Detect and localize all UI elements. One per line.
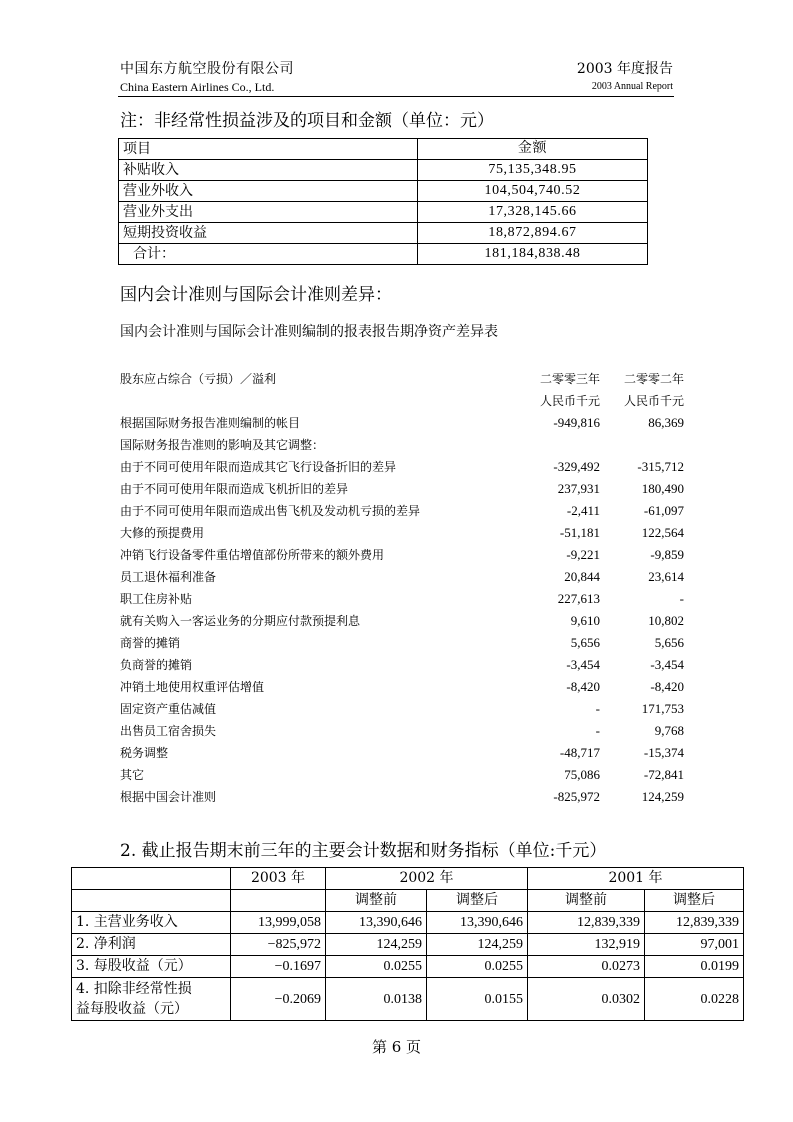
section1-title: 注：非经常性损益涉及的项目和金额（单位：元） (120, 111, 494, 131)
row-label: 2. 净利润 (72, 934, 231, 956)
table-row (72, 912, 744, 934)
reconciliation-label: 负商誉的摊销 (120, 658, 193, 672)
row-label (72, 978, 231, 1021)
row-label-line1: 4. 扣除非经常性损 (76, 981, 192, 997)
value-2002-before: 13,390,646 (326, 912, 427, 934)
value-2002-after: 13,390,646 (427, 912, 528, 934)
col-item-header: 项目 (119, 139, 418, 160)
table-row (72, 978, 744, 1021)
header-company-cn: 中国东方航空股份有限公司 (120, 61, 294, 77)
value-2003: -329,492 (553, 459, 600, 474)
reconciliation-label: 大修的预提费用 (120, 526, 205, 540)
value-2001-before: 0.0302 (528, 978, 645, 1021)
value-2002-after: 0.0255 (427, 956, 528, 978)
row-item: 合计： (119, 244, 418, 265)
reconciliation-row (120, 478, 684, 500)
value-2002: -315,712 (637, 459, 684, 474)
value-2001-after: 0.0199 (645, 956, 744, 978)
table-subheader-row (72, 890, 744, 912)
reconciliation-row (120, 786, 684, 808)
reconciliation-label: 其它 (120, 768, 145, 782)
reconciliation-row (120, 500, 684, 522)
row-label: 1. 主营业务收入 (72, 912, 231, 934)
after-2002-header: 调整后 (427, 890, 528, 912)
page-number: 第 6 页 (371, 1038, 422, 1056)
reconciliation-label: 就有关购入一客运业务的分期应付款预提利息 (120, 614, 361, 628)
reconciliation-label: 根据国际财务报告准则编制的帐目 (120, 416, 301, 430)
value-2002: 5,656 (654, 635, 684, 650)
before-2002-header: 调整前 (326, 890, 427, 912)
value-2003: 237,931 (557, 481, 600, 496)
value-2002: - (679, 591, 684, 606)
value-2003: −825,972 (231, 934, 326, 956)
value-2001-before: 0.0273 (528, 956, 645, 978)
nonrecurring-table (118, 138, 648, 265)
reconciliation-row (120, 522, 684, 544)
section2-subtitle: 国内会计准则与国际会计准则编制的报表报告期净资产差异表 (120, 324, 498, 340)
header-report-cn: 2003 年度报告 (576, 61, 673, 77)
value-2003: 227,613 (557, 591, 600, 606)
reconciliation-row (120, 742, 684, 764)
row-amount: 181,184,838.48 (418, 244, 648, 265)
reconciliation-label: 固定资产重估减值 (120, 702, 217, 716)
reconciliation-row (120, 764, 684, 786)
reconciliation-label: 员工退休福利准备 (120, 570, 217, 584)
reconciliation-label: 职工住房补贴 (120, 592, 193, 606)
value-2003 (520, 434, 600, 456)
table-total-row (119, 244, 648, 265)
value-2002-after: 0.0155 (427, 978, 528, 1021)
col2-unit: 人民币千元 (623, 394, 684, 408)
reconciliation-row (120, 588, 684, 610)
value-2003: - (595, 723, 600, 738)
value-2002 (600, 434, 684, 456)
value-2002-after: 124,259 (427, 934, 528, 956)
reconciliation-label: 冲销飞行设备零件重估增值部份所带来的额外费用 (120, 548, 385, 562)
key-financials-table (71, 867, 744, 1021)
col2-year: 二零零二年 (623, 372, 684, 386)
row-item: 短期投资收益 (119, 223, 418, 244)
col-amount-header: 金额 (418, 139, 648, 160)
value-2003: 9,610 (570, 613, 600, 628)
table-row (119, 202, 648, 223)
blank-subheader-cell (72, 890, 231, 912)
reconciliation-unit-row (120, 390, 684, 412)
value-2002: 10,802 (648, 613, 684, 628)
value-2003: -48,717 (559, 745, 600, 760)
value-2003: 20,844 (564, 569, 600, 584)
value-2002: -9,859 (650, 547, 684, 562)
value-2002: -3,454 (650, 657, 684, 672)
table-row (119, 160, 648, 181)
reconciliation-row (120, 566, 684, 588)
header-divider (118, 96, 674, 97)
section2-title: 国内会计准则与国际会计准则差异： (120, 285, 392, 305)
header-company-en: China Eastern Airlines Co., Ltd. (120, 80, 275, 94)
reconciliation-row (120, 676, 684, 698)
reconciliation-row (120, 698, 684, 720)
reconciliation-label: 商誉的摊销 (120, 636, 181, 650)
value-2002-before: 0.0255 (326, 956, 427, 978)
table-row (119, 181, 648, 202)
value-2001-before: 132,919 (528, 934, 645, 956)
value-2002-before: 124,259 (326, 934, 427, 956)
table-row (72, 934, 744, 956)
reconciliation-row (120, 610, 684, 632)
year-2002-header: 2002 年 (326, 868, 528, 890)
row-item: 补贴收入 (119, 160, 418, 181)
value-2003: -51,181 (559, 525, 600, 540)
value-2003: -825,972 (553, 789, 600, 804)
reconciliation-label: 由于不同可使用年限而造成出售飞机及发动机亏损的差异 (120, 504, 421, 518)
col1-year: 二零零三年 (539, 372, 600, 386)
value-2003: -8,420 (566, 679, 600, 694)
reconciliation-row (120, 720, 684, 742)
reconciliation-label: 国际财务报告准则的影响及其它调整： (120, 438, 325, 452)
reconciliation-table (120, 368, 684, 808)
table-row (72, 956, 744, 978)
reconciliation-label: 冲销土地使用权重评估增值 (120, 680, 265, 694)
value-2003: 75,086 (564, 767, 600, 782)
reconciliation-row (120, 632, 684, 654)
section3-title: 2. 截止报告期末前三年的主要会计数据和财务指标（单位:千元） (120, 841, 607, 861)
value-2001-after: 0.0228 (645, 978, 744, 1021)
col1-unit: 人民币千元 (539, 394, 600, 408)
after-2001-header: 调整后 (645, 890, 744, 912)
value-2001-after: 97,001 (645, 934, 744, 956)
reconciliation-row (120, 434, 684, 456)
value-2001-before: 12,839,339 (528, 912, 645, 934)
value-2001-after: 12,839,339 (645, 912, 744, 934)
row-label-line2: 益每股收益（元） (76, 1001, 188, 1017)
value-2002: 122,564 (641, 525, 684, 540)
reconciliation-row (120, 412, 684, 434)
reconciliation-label: 由于不同可使用年限而造成飞机折旧的差异 (120, 482, 349, 496)
reconciliation-label: 根据中国会计准则 (120, 790, 217, 804)
value-2003: - (595, 701, 600, 716)
row-amount: 17,328,145.66 (418, 202, 648, 223)
value-2002: 124,259 (641, 789, 684, 804)
value-2002: 86,369 (648, 415, 684, 430)
reconciliation-label: 出售员工宿舍损失 (120, 724, 217, 738)
value-2002: -15,374 (643, 745, 684, 760)
value-2002: 171,753 (641, 701, 684, 716)
value-2002: 23,614 (648, 569, 684, 584)
value-2003: 5,656 (570, 635, 600, 650)
value-2002: 180,490 (641, 481, 684, 496)
value-2003: −0.1697 (231, 956, 326, 978)
row-amount: 104,504,740.52 (418, 181, 648, 202)
reconciliation-label: 由于不同可使用年限而造成其它飞行设备折旧的差异 (120, 460, 397, 474)
value-2002: -8,420 (650, 679, 684, 694)
row-amount: 75,135,348.95 (418, 160, 648, 181)
before-2001-header: 调整前 (528, 890, 645, 912)
value-2002: -72,841 (643, 767, 684, 782)
reconciliation-row (120, 456, 684, 478)
year-2001-header: 2001 年 (528, 868, 744, 890)
value-2003: −0.2069 (231, 978, 326, 1021)
table-row (119, 223, 648, 244)
value-2003: -2,411 (566, 503, 600, 518)
value-2003: 13,999,058 (231, 912, 326, 934)
value-2002-before: 0.0138 (326, 978, 427, 1021)
year-2003-header: 2003 年 (231, 868, 326, 890)
table-header-row (72, 868, 744, 890)
blank-subheader-cell (231, 890, 326, 912)
value-2002: 9,768 (654, 723, 684, 738)
value-2002: -61,097 (643, 503, 684, 518)
reconciliation-header-row (120, 368, 684, 390)
reconciliation-label: 税务调整 (120, 746, 169, 760)
reconciliation-head-label: 股东应占综合（亏损）／溢利 (120, 372, 277, 386)
reconciliation-row (120, 544, 684, 566)
value-2003: -3,454 (566, 657, 600, 672)
header-report-en: 2003 Annual Report (591, 81, 673, 92)
row-item: 营业外支出 (119, 202, 418, 223)
row-item: 营业外收入 (119, 181, 418, 202)
table-header-row (119, 139, 648, 160)
reconciliation-row (120, 654, 684, 676)
row-amount: 18,872,894.67 (418, 223, 648, 244)
value-2003: -949,816 (553, 415, 600, 430)
blank-header-cell (72, 868, 231, 890)
row-label: 3. 每股收益（元） (72, 956, 231, 978)
value-2003: -9,221 (566, 547, 600, 562)
